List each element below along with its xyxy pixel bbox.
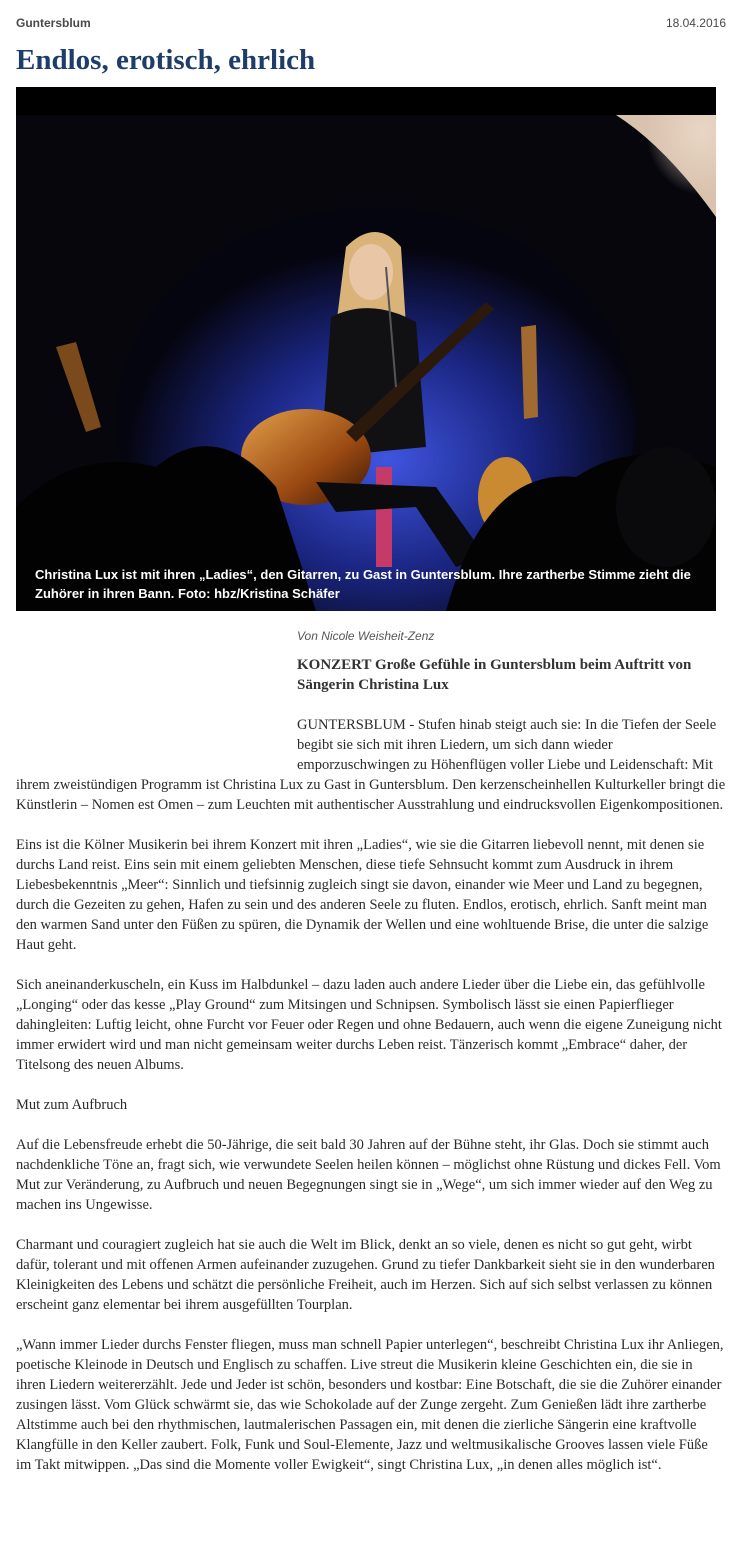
paragraph: Eins ist die Kölner Musikerin bei ihrem Konzert mit ihren „Ladies“, wie sie die Gitarren liebevoll nennt, mit denen sie durchs Land reist. Eins sein mit einem geliebten Menschen, diese tiefe Sehnsucht kommt zum Ausdruck in ihrem Liebesbekenntnis „Meer“: Sinnlich und tiefsinnig zugleich singt sie davon, einander wie Meer und Land zu begegnen, durch die Gezeiten zu gehen, Hafen zu sein und des anderen Seele zu fluten. Endlos, erotisch, ehrlich. Sanft meint man den warmen Sand unter den Füßen zu spüren, die Dynamik der Wellen und eine wohltuende Brise, die unter die salzige Haut geht.	[16, 837, 709, 953]
subheading: Mut zum Aufbruch	[16, 1097, 128, 1113]
paragraph: GUNTERSBLUM - Stufen hinab steigt auch sie: In die Tiefen der Seele begibt sie sich mit ihren Liedern, um sich dann wieder emporzuschwingen zu Höhenflügen voller Liebe und Leidenschaft: Mit ihrem zweistündigen Programm ist Christina Lux zu Gast in Guntersblum. Den kerzenscheinhellen Kulturkeller bringt die Künstlerin – Nomen est Omen – zum Leuchten mit authentischer Ausstrahlung und eindrucksvollen Eigenkompositionen.	[16, 717, 726, 813]
article-body	[16, 715, 726, 1475]
layout-spacer	[16, 715, 297, 775]
paragraph: Sich aneinanderkuscheln, ein Kuss im Halbdunkel – dazu laden auch andere Lieder über die Liebe ein, das gefühlvolle „Longing“ oder das kesse „Play Ground“ zum Mitsingen und Schnipsen. Symbolisch lässt sie einen Papierflieger dahingleiten: Luftig leicht, ohne Furcht vor Feuer oder Regen und ohne Bedauern, auch wenn die eigene Zuneigung nicht immer erwidert wird und man nicht gemeinsam weiter durchs Leben reist. Tänzerisch kommt „Embrace“ daher, der Titelsong des neuen Albums.	[16, 977, 722, 1073]
paragraph: „Wann immer Lieder durchs Fenster fliegen, muss man schnell Papier unterlegen“, beschreibt Christina Lux ihr Anliegen, poetische Kleinode in Deutsch und Englisch zu schaffen. Live streut die Musikerin kleine Geschichten ein, die sie in ihren Liedern weitererzählt. Jede und Jeder ist schön, besonders und kostbar: Eine Botschaft, die sie die Zuhörer einander zusingen lässt. Vom Glück schwärmt sie, das wie Schokolade auf der Zunge zergeht. Zum Genießen lädt ihre zartherbe Altstimme auch bei den rhythmischen, lautmalerischen Passagen ein, mit denen die zierliche Sängerin eine kraftvolle Klangfülle in den Keller zaubert. Folk, Funk und Soul-Elemente, Jazz und weltmusikalische Grooves lassen viele Füße im Takt mitwippen. „Das sind die Momente voller Ewigkeit“, singt Christina Lux, „in denen alles möglich ist“.	[16, 1337, 724, 1473]
article-title: Endlos, erotisch, ehrlich	[16, 44, 316, 76]
article-header	[16, 0, 726, 40]
article-photo	[16, 87, 716, 611]
location-label: Guntersblum	[16, 16, 91, 30]
photo-caption: Christina Lux ist mit ihren „Ladies“, den Gitarren, zu Gast in Guntersblum. Ihre zartherbe Stimme zieht die Zuhörer in ihren Bann. Foto: hbz/Kristina Schäfer	[35, 567, 691, 601]
paragraph: Auf die Lebensfreude erhebt die 50-Jährige, die seit bald 30 Jahren auf der Bühne steht, ihr Glas. Doch sie stimmt auch nachdenkliche Töne an, fragt sich, wie verwundete Seelen heilen können – möglichst ohne Rüstung und dickes Fell. Vom Mut zur Veränderung, zu Aufbruch und neuen Begegnungen singt sie in „Wege“, um sich immer wieder auf den Weg zu machen ins Ungewisse.	[16, 1137, 721, 1213]
article-lead: KONZERT Große Gefühle in Guntersblum beim Auftritt von Sängerin Christina Lux	[297, 657, 692, 693]
publish-date: 18.04.2016	[665, 16, 726, 30]
paragraph: Charmant und couragiert zugleich hat sie auch die Welt im Blick, denkt an so viele, denen es nicht so gut geht, wirbt dafür, tolerant und mit offenen Armen aufeinander zuzugehen. Grund zu tiefer Dankbarkeit sieht sie in den wunderbaren Kleinigkeiten des Lebens und schätzt die persönliche Freiheit, auch im Herzen. Sich auf sich selbst verlassen zu können erscheint ganz elementar bei ihrem ausgefüllten Tourplan.	[16, 1237, 715, 1313]
concert-photo-illustration	[16, 87, 716, 611]
author-byline: Von Nicole Weisheit-Zenz	[297, 629, 435, 643]
